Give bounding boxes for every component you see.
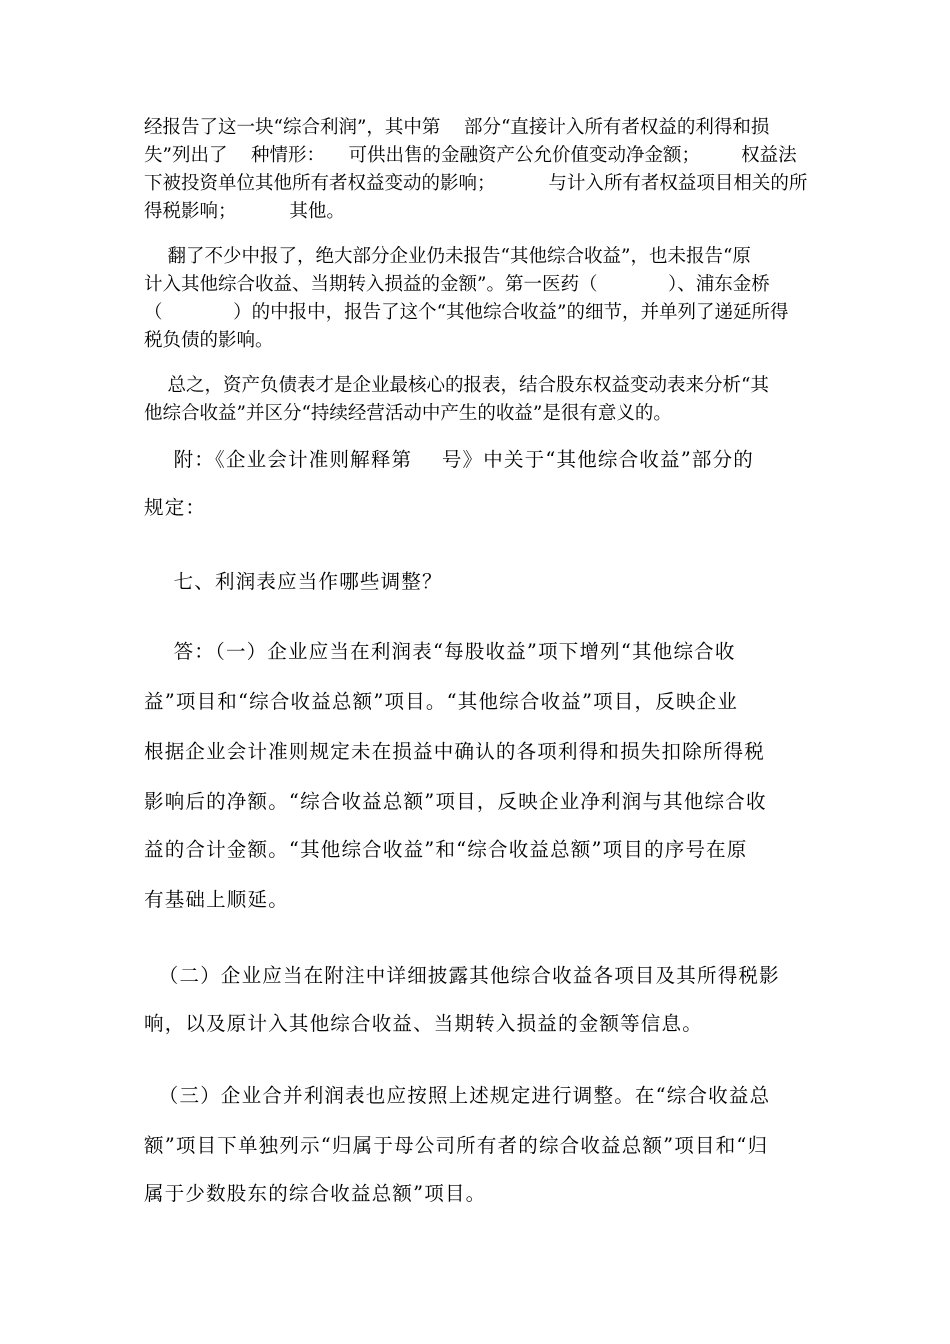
text-line: 根据企业会计准则规定未在损益中确认的各项利得和损失扣除所得税	[144, 740, 766, 763]
text-line: 规定：	[144, 496, 207, 519]
text-line: 额”项目下单独列示“归属于母公司所有者的综合收益总额”项目和“归	[144, 1134, 769, 1157]
question-heading: 七、利润表应当作哪些调整？	[144, 570, 443, 593]
text-line: 附：《企业会计准则解释第 号》中关于“其他综合收益”部分的	[144, 448, 754, 471]
text-line: （二）企业应当在附注中详细披露其他综合收益各项目及其所得税影	[144, 964, 780, 987]
text-line: 益”项目和“综合收益总额”项目。“其他综合收益”项目，反映企业	[144, 690, 739, 713]
text-line: （ ）的中报中，报告了这个“其他综合收益”的细节，并单列了递延所得	[144, 302, 789, 323]
text-line: 益的合计金额。“其他综合收益”和“综合收益总额”项目的序号在原	[144, 838, 748, 861]
text-line: 有基础上顺延。	[144, 888, 289, 911]
text-line: 总之，资产负债表才是企业最核心的报表，结合股东权益变动表来分析“其	[144, 375, 769, 396]
text-line: 他综合收益”并区分“持续经营活动中产生的收益”是很有意义的。	[144, 403, 672, 424]
text-line: 答：（一）企业应当在利润表“每股收益”项下增列“其他综合收	[144, 640, 736, 663]
text-line: 属于少数股东的综合收益总额”项目。	[144, 1182, 487, 1205]
text-line: （三）企业合并利润表也应按照上述规定进行调整。在“综合收益总	[144, 1084, 771, 1107]
text-line: 响，以及原计入其他综合收益、当期转入损益的金额等信息。	[144, 1012, 703, 1035]
text-line: 翻了不少中报了，绝大部分企业仍未报告“其他综合收益”，也未报告“原	[144, 246, 751, 267]
text-line: 下被投资单位其他所有者权益变动的影响； 与计入所有者权益项目相关的所	[144, 173, 808, 194]
text-line: 经报告了这一块“综合利润”，其中第 部分“直接计入所有者权益的利得和损	[144, 117, 770, 138]
text-line: 计入其他综合收益、当期转入损益的金额”。第一医药（ ）、浦东金桥	[144, 274, 770, 295]
text-line: 税负债的影响。	[144, 330, 274, 351]
text-line: 失”列出了 种情形： 可供出售的金融资产公允价值变动净金额； 权益法	[144, 145, 797, 166]
text-line: 影响后的净额。“综合收益总额”项目，反映企业净利润与其他综合收	[144, 790, 767, 813]
text-line: 得税影响； 其他。	[144, 201, 345, 222]
